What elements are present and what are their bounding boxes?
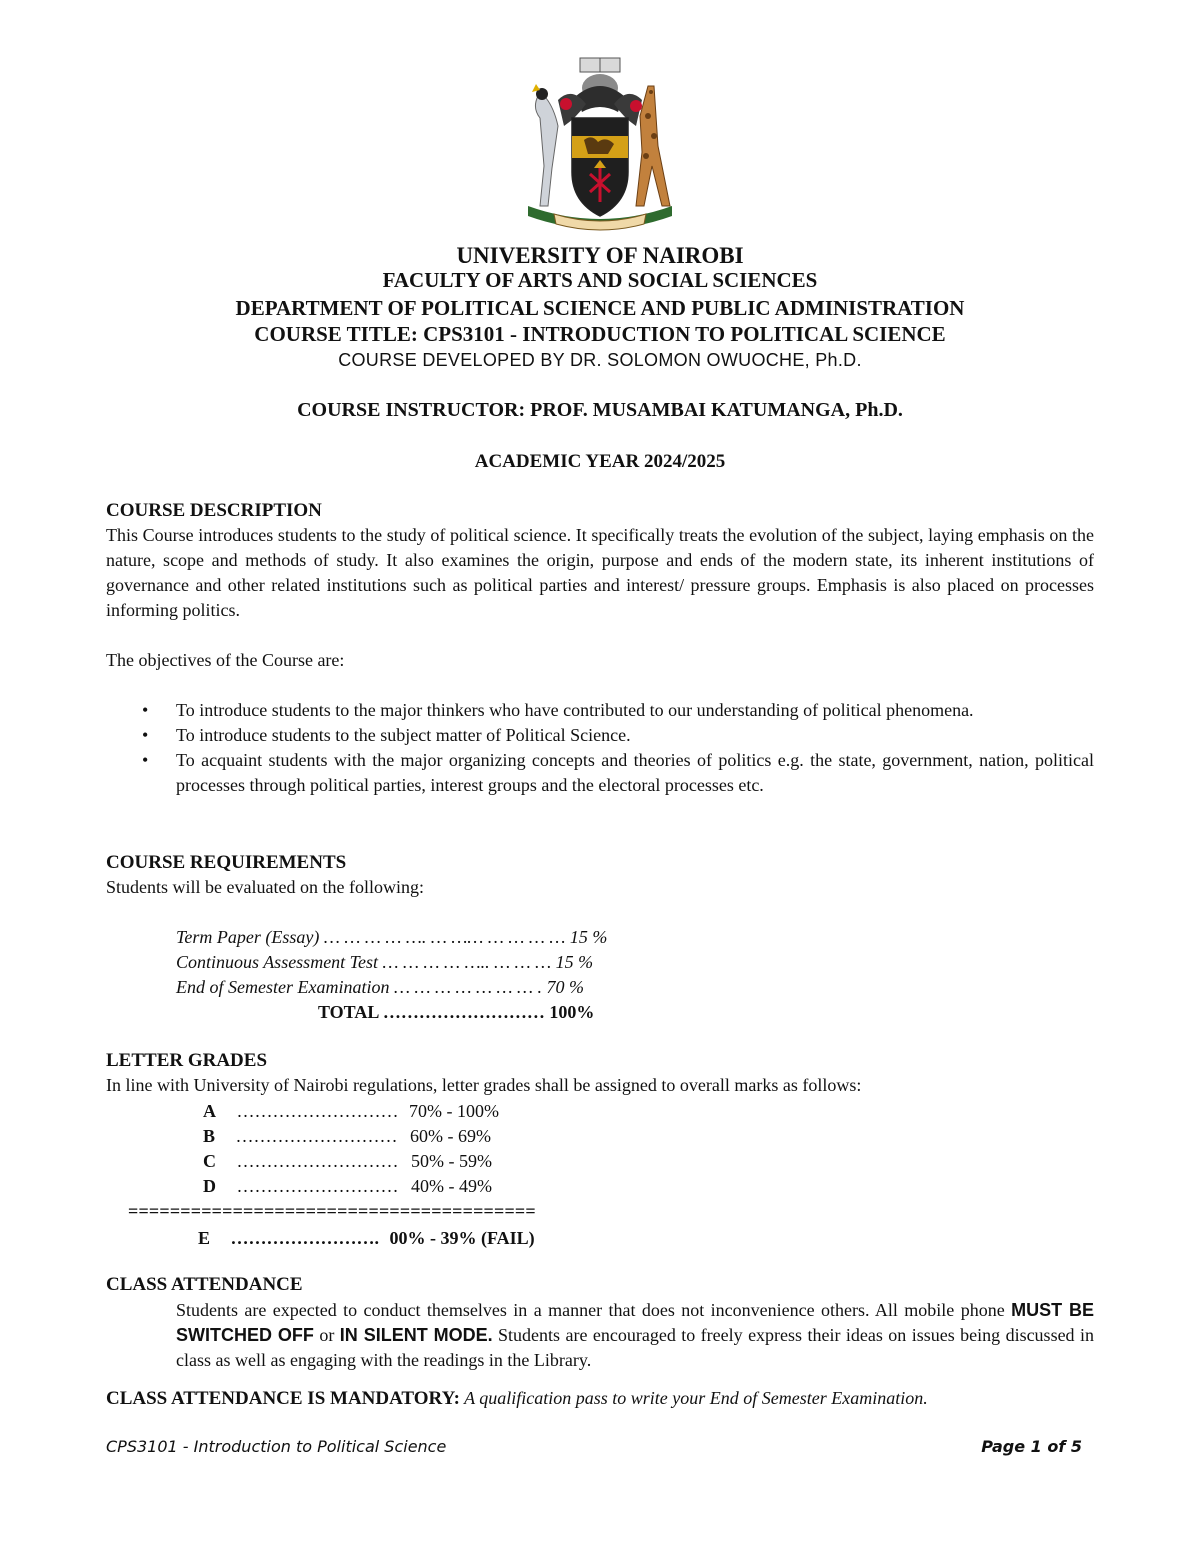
attendance-mandatory-label: CLASS ATTENDANCE IS MANDATORY:	[106, 1388, 460, 1409]
attendance-text-part: Students are encouraged to freely express their ideas on issues being discussed in class as well as engaging with the readings in the Library.	[176, 1325, 1094, 1370]
grade-row	[203, 1174, 492, 1199]
grade-row	[203, 1149, 492, 1174]
academic-year: ACADEMIC YEAR 2024/2025	[474, 451, 726, 472]
total-value: 100%	[549, 1002, 595, 1022]
bullet-icon: •	[142, 750, 149, 770]
total-label: TOTAL	[318, 1002, 379, 1022]
grade-letter: C	[203, 1151, 216, 1171]
grade-range: 50% - 59%	[411, 1151, 492, 1171]
grade-dots: …………………….	[230, 1228, 380, 1248]
grade-letter: A	[203, 1101, 216, 1121]
department-name: DEPARTMENT OF POLITICAL SCIENCE AND PUBLIC ADMINISTRATION	[235, 296, 965, 320]
objective-item	[106, 723, 1094, 748]
attendance-mandatory-text: A qualification pass to write your End of Semester Examination.	[459, 1388, 928, 1408]
objectives-list	[106, 698, 1094, 798]
attendance-emphasis: IN SILENT MODE.	[339, 1325, 493, 1345]
grade-fail-row	[198, 1226, 535, 1251]
total-dots: ………………………	[378, 1002, 550, 1022]
course-developer: COURSE DEVELOPED BY DR. SOLOMON OWUOCHE, Ph.D.	[338, 350, 862, 370]
footer-page-number: Page 1 of 5	[981, 1437, 1082, 1456]
requirement-label: Term Paper (Essay)	[176, 927, 320, 947]
grade-dots: ………………………	[235, 1126, 398, 1146]
attendance-text-part: or	[313, 1325, 340, 1345]
footer-course-name: CPS3101 - Introduction to Political Science	[106, 1437, 447, 1456]
course-instructor: COURSE INSTRUCTOR: PROF. MUSAMBAI KATUMANGA, Ph.D.	[297, 399, 903, 421]
objective-item	[106, 748, 1094, 798]
class-attendance-heading: CLASS ATTENDANCE	[106, 1274, 303, 1295]
bullet-icon: •	[142, 725, 149, 745]
objective-text: To introduce students to the major thinkers who have contributed to our understanding of political phenomena.	[176, 700, 974, 720]
requirement-row	[176, 950, 593, 975]
letter-grades-intro: In line with University of Nairobi regulations, letter grades shall be assigned to overall marks as follows:	[106, 1075, 862, 1095]
grade-row	[203, 1099, 499, 1124]
course-title: COURSE TITLE: CPS3101 - INTRODUCTION TO POLITICAL SCIENCE	[254, 322, 946, 346]
attendance-emphasis: MUST BE SWITCHED OFF	[176, 1300, 1094, 1345]
grade-range: 00% - 39% (FAIL)	[389, 1228, 535, 1248]
requirement-value: 70 %	[546, 977, 585, 997]
class-attendance-section	[106, 1273, 1094, 1297]
requirement-row	[176, 975, 584, 1000]
letter-grades-heading: LETTER GRADES	[106, 1050, 268, 1071]
grade-row	[203, 1124, 491, 1149]
requirement-label: End of Semester Examination	[176, 977, 390, 997]
grade-range: 40% - 49%	[411, 1176, 492, 1196]
grade-letter: B	[203, 1126, 216, 1146]
requirement-value: 15 %	[569, 927, 608, 947]
objectives-section	[106, 698, 1094, 798]
objective-item	[106, 698, 1094, 723]
course-requirements-heading: COURSE REQUIREMENTS	[106, 852, 347, 873]
objective-text: To acquaint students with the major organizing concepts and theories of politics e.g. the state, government, nation, political processes through political parties, interest groups and the electoral processes etc.	[176, 750, 1094, 795]
grade-dots: ………………………	[236, 1151, 399, 1171]
bullet-icon: •	[142, 700, 149, 720]
grade-separator: =======================================	[128, 1201, 536, 1221]
university-coat-of-arms-logo	[518, 56, 682, 238]
requirement-total-row	[318, 1000, 594, 1025]
course-requirements-intro: Students will be evaluated on the following:	[106, 877, 424, 897]
attendance-text-part: Students are expected to conduct themselves in a manner that does not inconvenience others. All mobile phone	[176, 1300, 1012, 1320]
requirement-label: Continuous Assessment Test	[176, 952, 379, 972]
grade-letter: D	[203, 1176, 216, 1196]
class-attendance-text	[176, 1298, 1094, 1373]
letter-grades-section	[106, 1049, 1094, 1098]
grade-dots: ………………………	[236, 1101, 399, 1121]
course-description-heading: COURSE DESCRIPTION	[106, 500, 322, 521]
course-description-text: This Course introduces students to the study of political science. It specifically treats the evolution of the subject, laying emphasis on the nature, scope and methods of study. It also examines the origin, purpose and ends of the modern state, its inherent institutions of governance and other related institutions such as political parties and interest/ pressure groups. Emphasis is also placed on processes informing politics.	[106, 525, 1094, 620]
requirement-dots: … … … … … … … .	[389, 977, 547, 997]
course-description-section	[106, 499, 1094, 623]
course-requirements-section	[106, 851, 1094, 900]
requirement-row	[176, 925, 607, 950]
grade-range: 70% - 100%	[409, 1101, 499, 1121]
grade-dots: ………………………	[236, 1176, 399, 1196]
requirement-dots: … … … … …. … …… … … … …	[319, 927, 570, 947]
objectives-intro: The objectives of the Course are:	[106, 650, 345, 670]
grade-range: 60% - 69%	[410, 1126, 491, 1146]
faculty-name: FACULTY OF ARTS AND SOCIAL SCIENCES	[382, 268, 818, 292]
requirement-dots: … … … … ….. … … …	[378, 952, 556, 972]
university-name: UNIVERSITY OF NAIROBI	[456, 243, 744, 268]
requirement-value: 15 %	[555, 952, 594, 972]
grade-letter: E	[198, 1228, 211, 1248]
attendance-mandatory-line	[106, 1386, 1094, 1411]
objective-text: To introduce students to the subject matter of Political Science.	[176, 725, 631, 745]
